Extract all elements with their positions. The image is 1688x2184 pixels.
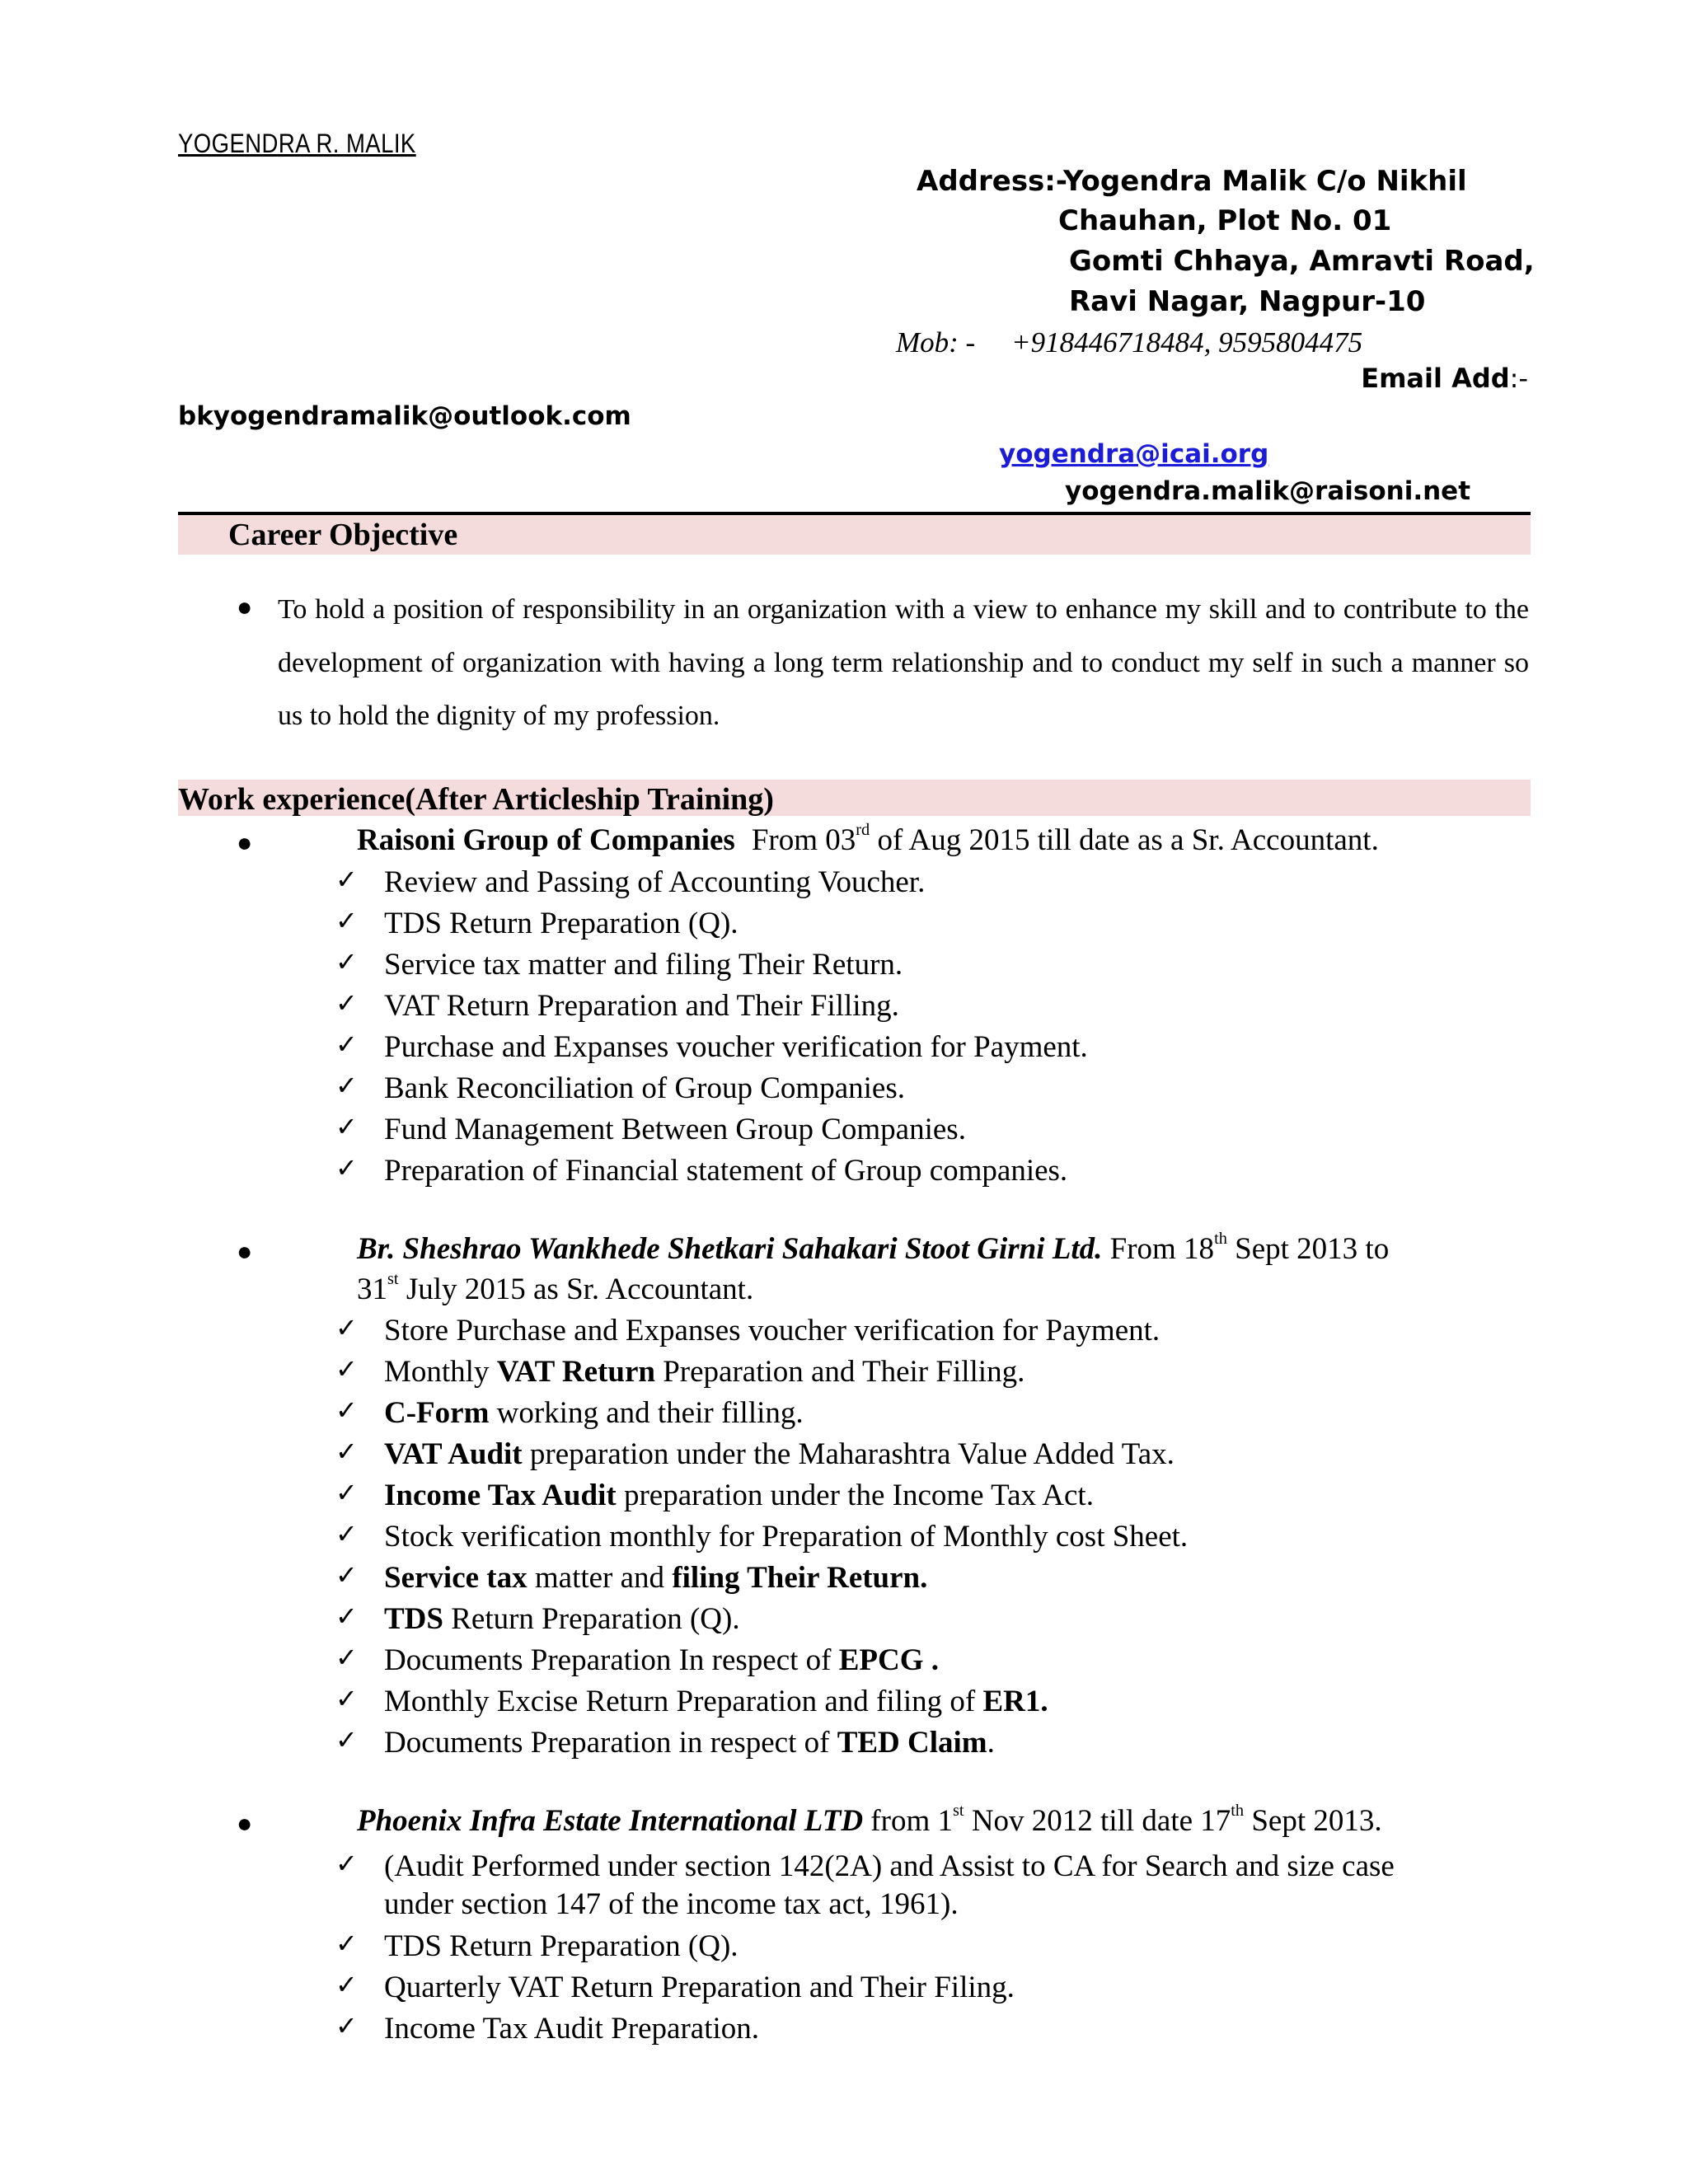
mobile-numbers: +918446718484, 9595804475 (1011, 326, 1363, 359)
duty-item: Purchase and Expanses voucher verification for Payment. (384, 1030, 1088, 1064)
duty-item: TDS Return Preparation (Q). (384, 1602, 740, 1636)
address-line-3: Gomti Chhaya, Amravti Road, (1069, 245, 1535, 278)
duty-item: Service tax matter and filing Their Return. (384, 948, 903, 982)
job-1-company: Raisoni Group of Companies (357, 823, 735, 857)
check-icon: ✓ (335, 1642, 358, 1673)
candidate-name: YOGENDRA R. MALIK (178, 129, 416, 158)
duty-item: Monthly Excise Return Preparation and filing of ER1. (384, 1685, 1048, 1718)
duty-item: Review and Passing of Accounting Voucher. (384, 865, 926, 899)
duty-item: (Audit Performed under section 142(2A) and Assist to CA for Search and size case (384, 1849, 1395, 1883)
check-icon: ✓ (335, 1312, 358, 1343)
check-icon: ✓ (335, 1518, 358, 1549)
check-icon: ✓ (335, 1928, 358, 1959)
job-bullet: ● (237, 1236, 253, 1266)
job-2-period-line-2: 31st July 2015 as Sr. Accountant. (357, 1270, 754, 1306)
duty-item: TDS Return Preparation (Q). (384, 907, 738, 940)
duty-item: Monthly VAT Return Preparation and Their Filling. (384, 1355, 1025, 1389)
email-raisoni: yogendra.malik@raisoni.net (1065, 476, 1471, 506)
job-1-period: From 03rd of Aug 2015 till date as a Sr. Accountant. (751, 821, 1379, 857)
check-icon: ✓ (335, 1111, 358, 1142)
address-line-2: Chauhan, Plot No. 01 (1058, 204, 1392, 237)
check-icon: ✓ (335, 1601, 358, 1632)
email-icai-link[interactable]: yogendra@icai.org (999, 439, 1269, 469)
check-icon: ✓ (335, 1559, 358, 1591)
duty-item: Documents Preparation In respect of EPCG . (384, 1643, 940, 1677)
check-icon: ✓ (335, 1848, 358, 1879)
mobile-line (896, 326, 1362, 359)
duty-item: C-Form working and their filling. (384, 1396, 804, 1430)
duty-item: VAT Return Preparation and Their Filling. (384, 989, 899, 1023)
duty-item: VAT Audit preparation under the Maharashtra Value Added Tax. (384, 1437, 1175, 1471)
check-icon: ✓ (335, 1969, 358, 2000)
job-3-title (357, 1803, 1382, 1839)
check-icon: ✓ (335, 1353, 358, 1385)
check-icon: ✓ (335, 946, 358, 977)
check-icon: ✓ (335, 987, 358, 1019)
job-2-company: Br. Sheshrao Wankhede Shetkari Sahakari Stoot Girni Ltd. (357, 1232, 1103, 1266)
mobile-label: Mob: - (896, 326, 976, 359)
email-outlook: bkyogendramalik@outlook.com (178, 401, 631, 431)
objective-bullet: ● (237, 592, 253, 621)
objective-text: To hold a position of responsibility in an organization with a view to enhance my skill and to contribute to the development of organization with having a long term relationship and to conduct my self in such a manner so us to hold the dignity of my profession. (278, 594, 1529, 731)
check-icon: ✓ (335, 1724, 358, 1755)
job-bullet: ● (237, 1808, 253, 1838)
duty-item: Stock verification monthly for Preparation of Monthly cost Sheet. (384, 1520, 1189, 1554)
check-icon: ✓ (335, 1394, 358, 1426)
duty-item-continued: under section 147 of the income tax act, 1961). (384, 1887, 959, 1921)
check-icon: ✓ (335, 1070, 358, 1101)
duty-item: Income Tax Audit preparation under the Income Tax Act. (384, 1479, 1094, 1512)
career-objective-heading: Career Objective (228, 518, 458, 552)
duty-item: Fund Management Between Group Companies. (384, 1113, 966, 1146)
duty-item: Documents Preparation in respect of TED Claim. (384, 1726, 995, 1760)
duty-item: Bank Reconciliation of Group Companies. (384, 1071, 905, 1105)
check-icon: ✓ (335, 1477, 358, 1508)
duty-item: Quarterly VAT Return Preparation and Their Filing. (384, 1971, 1015, 2004)
email-label-suffix: :- (1509, 363, 1528, 394)
address-line-4: Ravi Nagar, Nagpur-10 (1069, 285, 1426, 318)
duty-item: Income Tax Audit Preparation. (384, 2012, 760, 2046)
job-2-period: From 18th Sept 2013 to (1102, 1230, 1390, 1266)
duty-item: Preparation of Financial statement of Group companies. (384, 1154, 1068, 1188)
check-icon: ✓ (335, 1152, 358, 1183)
check-icon: ✓ (335, 2010, 358, 2041)
duty-item: Store Purchase and Expanses voucher verification for Payment. (384, 1314, 1160, 1347)
check-icon: ✓ (335, 864, 358, 895)
job-3-period: from 1st Nov 2012 till date 17th Sept 2013. (863, 1802, 1382, 1838)
job-2-title (357, 1231, 1389, 1267)
check-icon: ✓ (335, 1029, 358, 1060)
job-3-company: Phoenix Infra Estate International LTD (357, 1804, 864, 1838)
check-icon: ✓ (335, 905, 358, 936)
job-1-title (357, 823, 1379, 858)
email-label: Email Add (1361, 363, 1510, 394)
email-label-line (1361, 363, 1528, 394)
duty-item: Service tax matter and filing Their Return. (384, 1561, 928, 1595)
address-line-1: Address:-Yogendra Malik C/o Nikhil (917, 165, 1467, 198)
check-icon: ✓ (335, 1436, 358, 1467)
work-experience-heading: Work experience(After Articleship Training) (178, 782, 774, 817)
check-icon: ✓ (335, 1683, 358, 1714)
job-bullet: ● (237, 827, 253, 857)
duty-item: TDS Return Preparation (Q). (384, 1929, 738, 1963)
